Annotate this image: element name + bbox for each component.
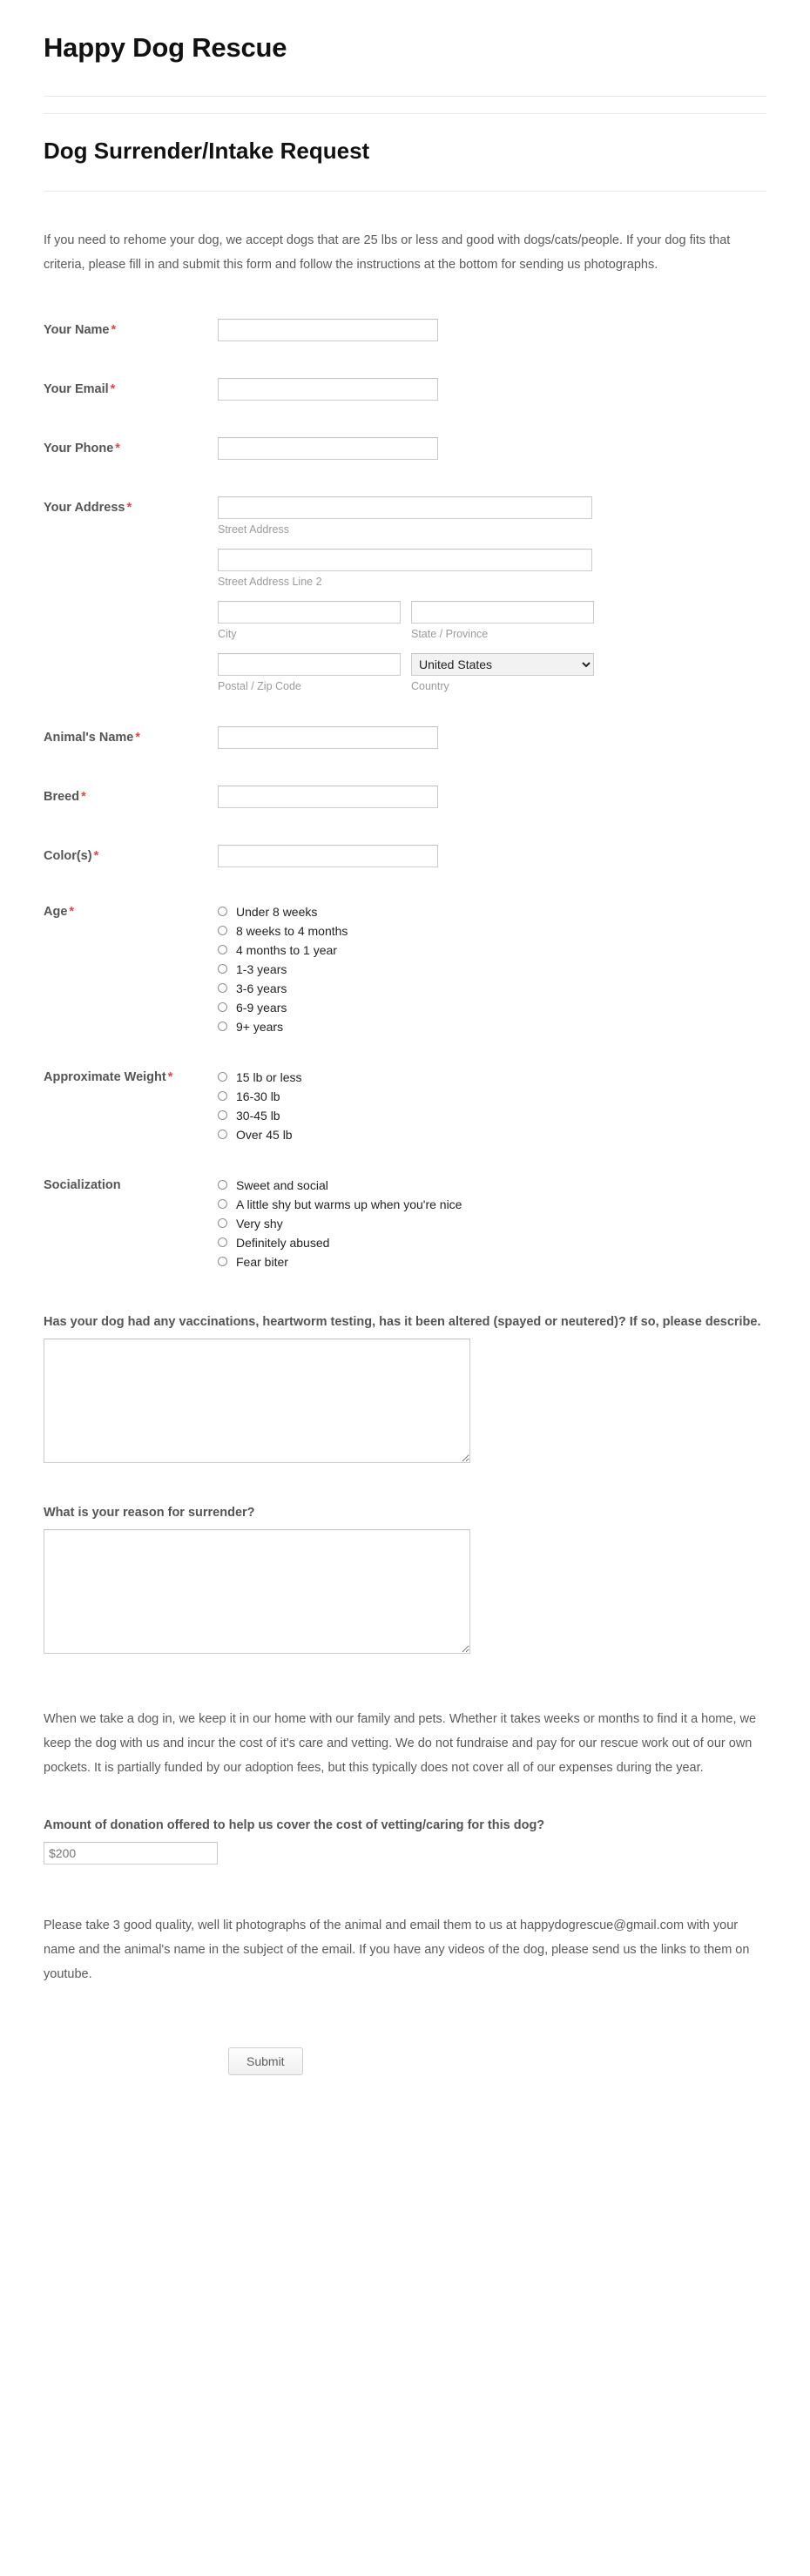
radio-circle-icon[interactable] bbox=[218, 1218, 227, 1228]
radio-circle-icon[interactable] bbox=[218, 945, 227, 954]
street-address-2-sublabel: Street Address Line 2 bbox=[218, 575, 322, 588]
socialization-option-label: Very shy bbox=[236, 1216, 283, 1231]
field-colors bbox=[0, 845, 810, 867]
field-your-email bbox=[0, 378, 810, 401]
field-vaccinations bbox=[0, 1313, 810, 1467]
label-age bbox=[44, 900, 218, 920]
socialization-radio-option[interactable] bbox=[218, 1252, 810, 1271]
intro-paragraph: If you need to rehome your dog, we accept dogs that are 25 lbs or less and good with dogs/cats/people. If your dog fits that criteria, please fill in and submit this form and follow the instructions at the bottom for sending us photographs. bbox=[44, 233, 731, 272]
radio-circle-icon[interactable] bbox=[218, 1022, 227, 1031]
socialization-option-label: A little shy but warms up when you're nice bbox=[236, 1197, 462, 1211]
socialization-radio-option[interactable] bbox=[218, 1176, 810, 1195]
city-input[interactable] bbox=[218, 601, 401, 624]
label-your-phone bbox=[44, 437, 218, 457]
form-title: Dog Surrender/Intake Request bbox=[44, 138, 370, 165]
socialization-radio-option[interactable] bbox=[218, 1195, 810, 1214]
label-reason: What is your reason for surrender? bbox=[44, 1505, 255, 1520]
label-breed bbox=[44, 786, 218, 806]
label-socialization-text: Socialization bbox=[44, 1177, 121, 1192]
weight-option-label: 16-30 lb bbox=[236, 1089, 280, 1103]
label-animal-name-text: Animal's Name bbox=[44, 730, 134, 745]
photos-paragraph: Please take 3 good quality, well lit photographs of the animal and email them to us at happydogrescue@gmail.com with your name and the animal's name in the subject of the email. If you have any videos of the dog, please send us the links to them on youtube. bbox=[44, 1918, 750, 1981]
radio-circle-icon[interactable] bbox=[218, 1180, 227, 1190]
street-address-sublabel: Street Address bbox=[218, 523, 289, 536]
donation-input[interactable] bbox=[44, 1842, 218, 1865]
radio-circle-icon[interactable] bbox=[218, 1199, 227, 1209]
radio-circle-icon[interactable] bbox=[218, 1091, 227, 1101]
vaccinations-textarea[interactable] bbox=[44, 1339, 470, 1463]
your-email-input[interactable] bbox=[218, 378, 438, 401]
age-option-label: 8 weeks to 4 months bbox=[236, 923, 348, 938]
age-radio-option[interactable] bbox=[218, 941, 810, 960]
reason-textarea[interactable] bbox=[44, 1529, 470, 1654]
breed-input[interactable] bbox=[218, 786, 438, 808]
socialization-option-label: Fear biter bbox=[236, 1254, 288, 1269]
weight-radio-option[interactable] bbox=[218, 1106, 810, 1125]
street-address-2-input[interactable] bbox=[218, 549, 592, 571]
address-city-state-row bbox=[218, 601, 810, 641]
label-your-name-text: Your Name bbox=[44, 322, 110, 337]
radio-circle-icon[interactable] bbox=[218, 1257, 227, 1266]
label-colors bbox=[44, 845, 218, 865]
weight-option-label: 15 lb or less bbox=[236, 1069, 302, 1084]
postal-zip-sublabel: Postal / Zip Code bbox=[218, 679, 301, 692]
required-asterisk: * bbox=[93, 848, 99, 863]
field-age bbox=[0, 900, 810, 1036]
radio-circle-icon[interactable] bbox=[218, 1002, 227, 1012]
required-asterisk: * bbox=[69, 904, 75, 919]
age-radio-option[interactable] bbox=[218, 902, 810, 921]
field-your-address bbox=[0, 496, 810, 693]
field-breed bbox=[0, 786, 810, 808]
street-address-input[interactable] bbox=[218, 496, 592, 519]
label-weight-text: Approximate Weight bbox=[44, 1069, 166, 1084]
age-option-label: 1-3 years bbox=[236, 961, 287, 976]
required-asterisk: * bbox=[135, 730, 141, 745]
radio-circle-icon[interactable] bbox=[218, 907, 227, 916]
age-radio-option[interactable] bbox=[218, 921, 810, 941]
age-option-label: Under 8 weeks bbox=[236, 904, 318, 919]
label-your-address bbox=[44, 496, 218, 516]
label-donation: Amount of donation offered to help us cover the cost of vetting/caring for this dog? bbox=[44, 1817, 545, 1832]
field-animal-name bbox=[0, 726, 810, 749]
weight-option-label: Over 45 lb bbox=[236, 1127, 293, 1142]
socialization-option-label: Definitely abused bbox=[236, 1235, 330, 1250]
radio-circle-icon[interactable] bbox=[218, 1130, 227, 1139]
socialization-radio-option[interactable] bbox=[218, 1214, 810, 1233]
weight-radio-option[interactable] bbox=[218, 1087, 810, 1106]
required-asterisk: * bbox=[167, 1069, 173, 1084]
submit-button[interactable]: Submit bbox=[228, 2047, 303, 2075]
age-option-label: 6-9 years bbox=[236, 1000, 287, 1015]
age-option-label: 4 months to 1 year bbox=[236, 942, 337, 957]
socialization-radio-option[interactable] bbox=[218, 1233, 810, 1252]
age-radio-group bbox=[218, 900, 810, 1036]
radio-circle-icon[interactable] bbox=[218, 926, 227, 935]
country-sublabel: Country bbox=[411, 679, 449, 692]
required-asterisk: * bbox=[110, 381, 116, 396]
colors-input[interactable] bbox=[218, 845, 438, 867]
submit-row bbox=[0, 2047, 810, 2075]
label-your-email-text: Your Email bbox=[44, 381, 109, 396]
field-weight bbox=[0, 1066, 810, 1144]
radio-circle-icon[interactable] bbox=[218, 964, 227, 974]
field-donation bbox=[0, 1817, 810, 1865]
radio-circle-icon[interactable] bbox=[218, 983, 227, 993]
radio-circle-icon[interactable] bbox=[218, 1237, 227, 1247]
label-your-address-text: Your Address bbox=[44, 500, 125, 515]
required-asterisk: * bbox=[115, 441, 120, 455]
label-breed-text: Breed bbox=[44, 789, 80, 804]
age-option-label: 9+ years bbox=[236, 1019, 284, 1034]
label-vaccinations: Has your dog had any vaccinations, heartworm testing, has it been altered (spayed or neutered)? If so, please describe. bbox=[44, 1314, 761, 1329]
weight-radio-option[interactable] bbox=[218, 1125, 810, 1144]
label-colors-text: Color(s) bbox=[44, 848, 92, 863]
label-your-email bbox=[44, 378, 218, 398]
weight-option-label: 30-45 lb bbox=[236, 1108, 280, 1123]
age-radio-option[interactable] bbox=[218, 960, 810, 979]
animal-name-input[interactable] bbox=[218, 726, 438, 749]
required-asterisk: * bbox=[81, 789, 86, 804]
age-radio-option[interactable] bbox=[218, 1017, 810, 1036]
socialization-radio-group bbox=[218, 1174, 810, 1271]
required-asterisk: * bbox=[111, 322, 117, 337]
field-your-name bbox=[0, 319, 810, 341]
state-province-input[interactable] bbox=[411, 601, 594, 624]
site-title: Happy Dog Rescue bbox=[44, 32, 287, 63]
label-age-text: Age bbox=[44, 904, 68, 919]
address-postal-country-row bbox=[218, 653, 810, 693]
field-your-phone bbox=[0, 437, 810, 460]
label-weight bbox=[44, 1066, 218, 1086]
postal-zip-input[interactable] bbox=[218, 653, 401, 676]
socialization-option-label: Sweet and social bbox=[236, 1177, 328, 1192]
label-your-phone-text: Your Phone bbox=[44, 441, 114, 455]
age-option-label: 3-6 years bbox=[236, 981, 287, 995]
your-name-input[interactable] bbox=[218, 319, 438, 341]
state-province-sublabel: State / Province bbox=[411, 627, 489, 640]
required-asterisk: * bbox=[126, 500, 132, 515]
address-group bbox=[218, 496, 810, 693]
label-animal-name bbox=[44, 726, 218, 746]
divider-top bbox=[44, 96, 766, 97]
label-socialization bbox=[44, 1174, 218, 1194]
radio-circle-icon[interactable] bbox=[218, 1072, 227, 1082]
radio-circle-icon[interactable] bbox=[218, 1110, 227, 1120]
field-reason bbox=[0, 1504, 810, 1658]
your-phone-input[interactable] bbox=[218, 437, 438, 460]
age-radio-option[interactable] bbox=[218, 998, 810, 1017]
field-socialization bbox=[0, 1174, 810, 1271]
age-radio-option[interactable] bbox=[218, 979, 810, 998]
label-your-name bbox=[44, 319, 218, 339]
weight-radio-group bbox=[218, 1066, 810, 1144]
weight-radio-option[interactable] bbox=[218, 1068, 810, 1087]
costs-paragraph: When we take a dog in, we keep it in our home with our family and pets. Whether it takes weeks or months to find it a home, we keep the dog with us and incur the cost of it's care and vetting. We do not fundraise and pay for our rescue work out of our own pockets. It is partially funded by our adoption fees, but this typically does not cover all of our expenses during the year. bbox=[44, 1711, 757, 1775]
country-select[interactable] bbox=[411, 653, 594, 676]
city-sublabel: City bbox=[218, 627, 237, 640]
